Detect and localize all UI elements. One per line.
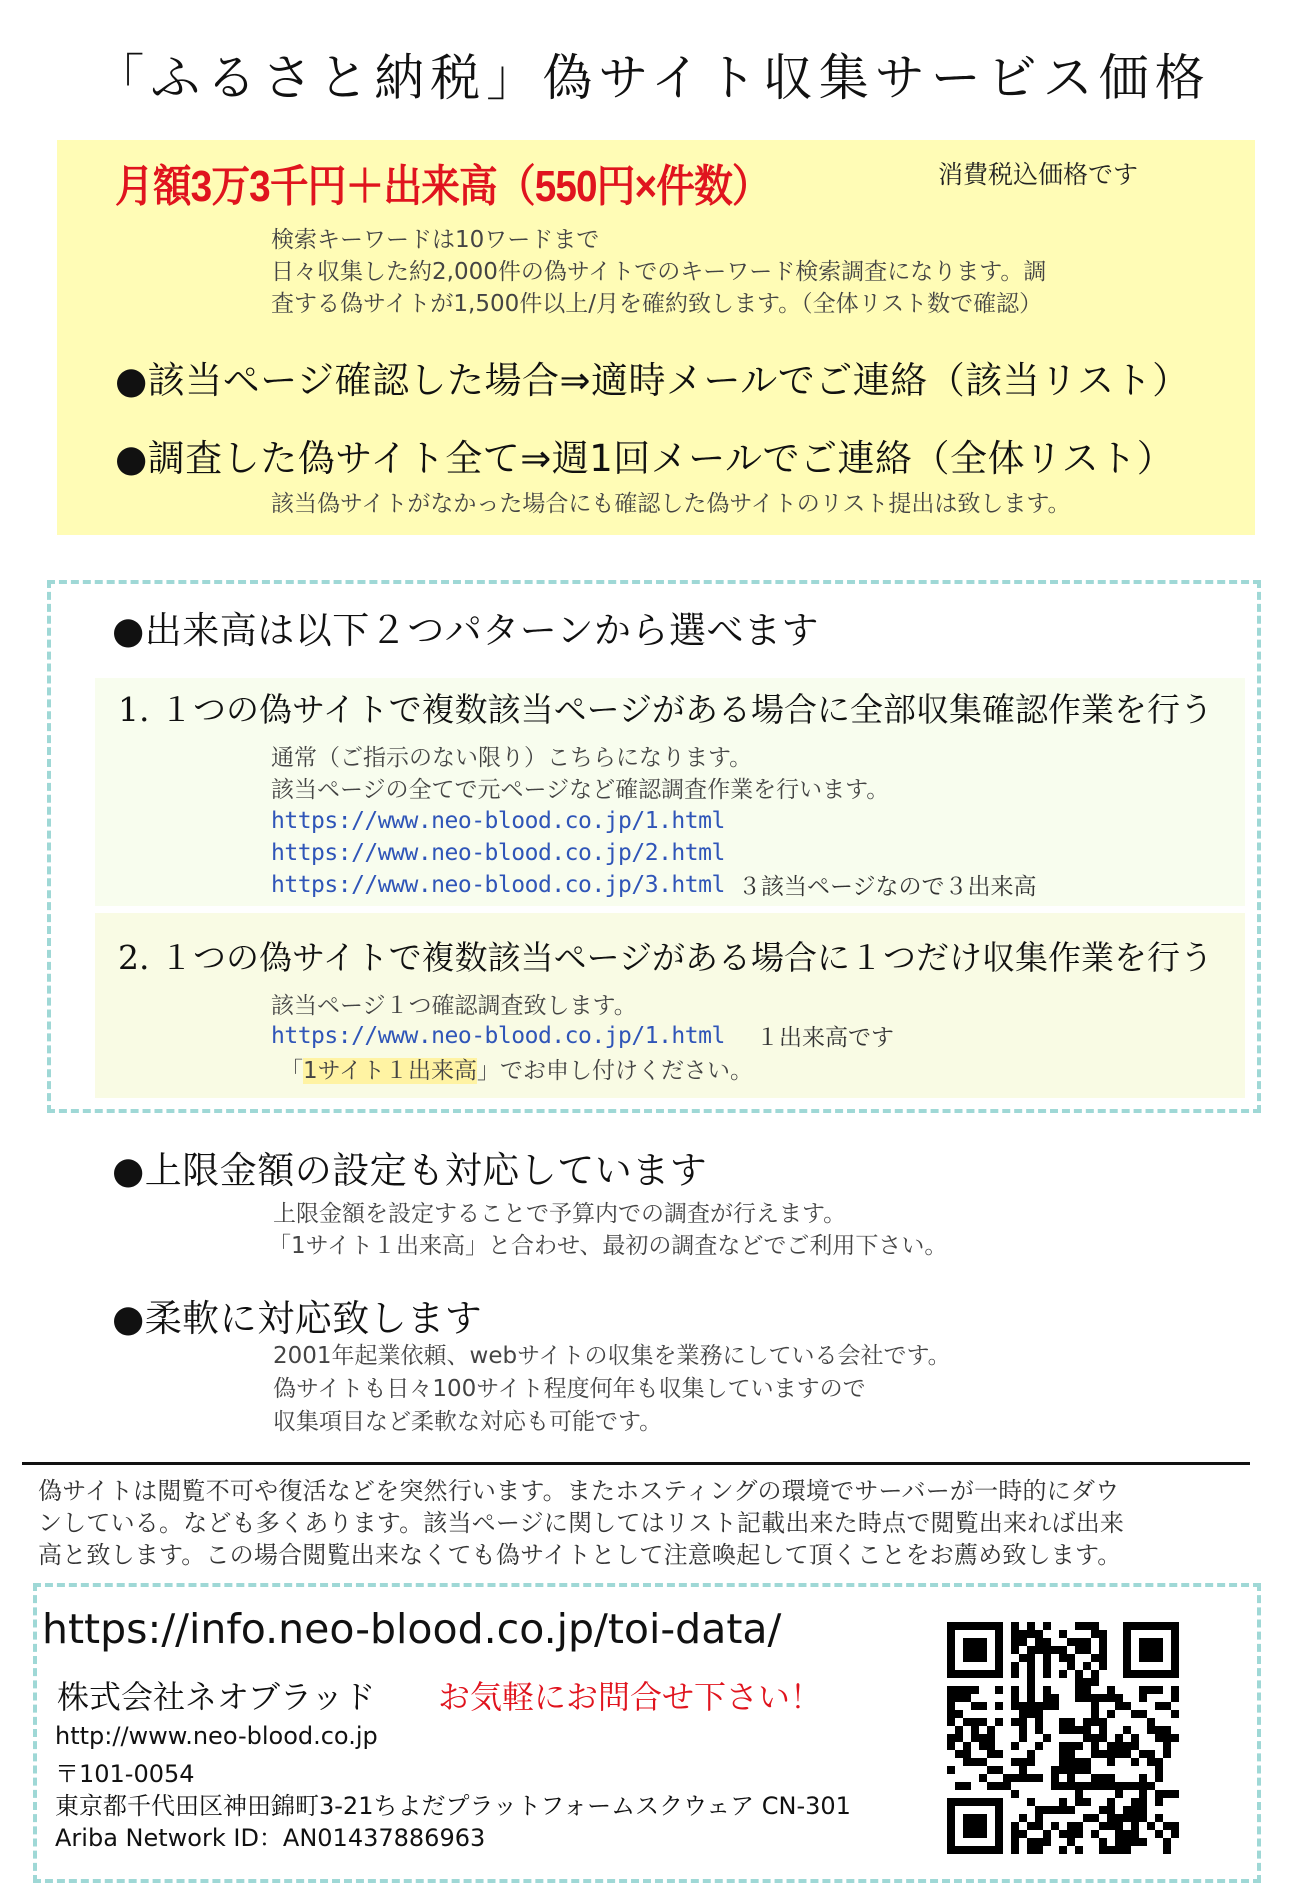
contact-cta: お気軽にお問合せ下さい！: [438, 1678, 823, 1716]
option-2-link-note: １出来高です: [756, 1025, 894, 1051]
qr-code-icon[interactable]: [947, 1622, 1179, 1854]
limit-line: 上限金額を設定することで予算内での調査が行えます。: [273, 1201, 847, 1227]
option-1-line: 通常（ご指示のない限り）こちらになります。: [271, 745, 753, 771]
patterns-heading: ●出来高は以下２つパターンから選べます: [112, 609, 820, 652]
flexible-heading: ●柔軟に対応致します: [112, 1297, 483, 1340]
pricing-detail: 日々収集した約2,000件の偽サイトでのキーワード検索調査になります。調: [271, 259, 1047, 285]
option-1-title: 1. １つの偽サイトで複数該当ページがある場合に全部収集確認作業を行う: [118, 690, 1214, 729]
website-link[interactable]: http://www.neo-blood.co.jp: [55, 1722, 378, 1750]
bullet-weekly-report: ●調査した偽サイト全て⇒週1回メールでご連絡（全体リスト）: [115, 437, 1175, 480]
flexible-line: 2001年起業依頼、webサイトの収集を業務にしている会社です。: [273, 1343, 951, 1369]
option-2-title: 2. １つの偽サイトで複数該当ページがある場合に１つだけ収集作業を行う: [118, 938, 1214, 977]
pricing-detail: 検索キーワードは10ワードまで: [271, 227, 600, 253]
price-headline: 月額3万3千円＋出来高（550円×件数）: [115, 162, 770, 211]
example-link-single[interactable]: https://www.neo-blood.co.jp/1.html: [271, 1023, 725, 1049]
bullet-note: 該当偽サイトがなかった場合にも確認した偽サイトのリスト提出は致します。: [271, 491, 1071, 517]
flexible-line: 偽サイトも日々100サイト程度何年も収集していますので: [273, 1376, 866, 1402]
address: 東京都千代田区神田錦町3-21ちよだプラットフォームスクウェア CN-301: [55, 1792, 851, 1820]
postal-code: 〒101-0054: [55, 1760, 195, 1788]
inquiry-url-link[interactable]: https://info.neo-blood.co.jp/toi-data/: [42, 1605, 782, 1653]
pricing-detail: 査する偽サイトが1,500件以上/月を確約致します。（全体リスト数で確認）: [271, 291, 1043, 317]
highlight-keyword: 1サイト１出来高: [303, 1058, 478, 1084]
page-title: 「ふるさと納税」偽サイト収集サービス価格: [94, 49, 1211, 107]
option-1-link-note: ３該当ページなので３出来高: [738, 874, 1037, 900]
bullet-match-notify: ●該当ページ確認した場合⇒適時メールでご連絡（該当リスト）: [115, 359, 1190, 402]
option-2-request-note: 「1サイト１出来高」でお申し付けください。: [280, 1058, 754, 1084]
option-2-line: 該当ページ１つ確認調査致します。: [271, 993, 637, 1019]
example-link-3[interactable]: https://www.neo-blood.co.jp/3.html: [271, 872, 725, 898]
limit-line: 「1サイト１出来高」と合わせ、最初の調査などでご利用下さい。: [268, 1233, 948, 1259]
company-name: 株式会社ネオブラッド: [57, 1678, 376, 1716]
option-1-line: 該当ページの全てで元ページなど確認調査作業を行います。: [271, 777, 890, 803]
divider: [22, 1462, 1250, 1465]
example-link-1[interactable]: https://www.neo-blood.co.jp/1.html: [271, 808, 725, 834]
limit-heading: ●上限金額の設定も対応しています: [112, 1149, 708, 1192]
disclaimer-line: 高と致します。この場合閲覧出来なくても偽サイトとして注意喚起して頂くことをお薦め致します。: [38, 1541, 1122, 1569]
example-link-2[interactable]: https://www.neo-blood.co.jp/2.html: [271, 840, 725, 866]
flexible-line: 収集項目など柔軟な対応も可能です。: [273, 1409, 663, 1435]
disclaimer-line: 偽サイトは閲覧不可や復活などを突然行います。またホスティングの環境でサーバーが一時的にダウ: [38, 1477, 1120, 1505]
disclaimer-line: ンしている。なども多くあります。該当ページに関してはリスト記載出来た時点で閲覧出来れば出来: [38, 1509, 1125, 1537]
ariba-id: Ariba Network ID：AN01437886963: [55, 1824, 486, 1852]
tax-note: 消費税込価格です: [938, 160, 1139, 189]
